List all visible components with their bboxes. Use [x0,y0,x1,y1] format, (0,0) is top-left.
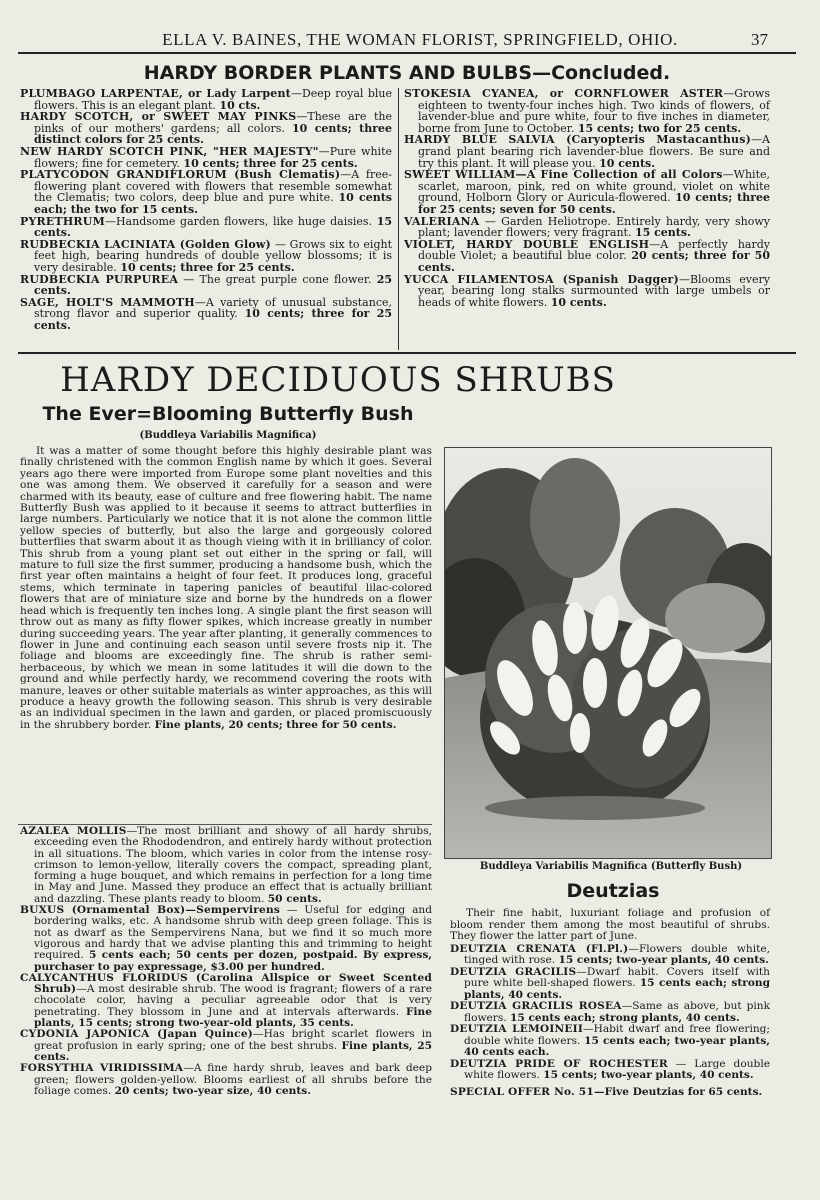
page-number: 37 [751,30,768,49]
running-head: ELLA V. BAINES, THE WOMAN FLORIST, SPRINGFIELD, OHIO. [162,30,678,49]
butterfly-body: It was a matter of some thought before this highly desirable plant was finally christened with the common English name by which it goes. Several years ago there were imported from Europe some plant novelties and this one was among them. We observed it carefully for a season and were charmed with its beauty, ease of culture and free flowering habit. The name Butterfly Bush was applied to it because it seems to attract butterflies in large numbers. Particularly we notice that it is not alone the common little yellow species of butterfly, but also the large and gorgeously colored butterflies that swarm about it as though vieing with it in brilliancy of color. This shrub from a young plant set out either in the spring or fall, will mature to full size the first summer, producing a handsome bush, which the first year often maintains a height of four feet. It produces long, graceful stems, which terminate in tapering panicles of beautiful lilac-colored flowers that are of miniature size and borne by the hundreds on a flower head which is frequently ten inches long. A single plant the first season will throw out as many as fifty flower spikes, which increase greatly in number during succeeding years. The year after planting, it generally commences to flower in June and continuing each season until severe frosts nip it. The foliage and blooms are exceedingly fine. The shrub is rather semi-herbaceous, by which we mean in some latitudes it will die down to the ground and while perfectly hardy, we recommend covering the roots with manure, leaves or other suitable materials as winter approaches, as this will produce a heavy growth the following season. This shrub is very desirable as an individual specimen in the lawn and garden, or placed promiscuously in the shrubbery border. [20,445,432,731]
list-item: PYRETHRUM—Handsome garden flowers, like huge daisies. 15 cents. [20,214,392,240]
photo-illustration [445,448,771,858]
list-item: SWEET WILLIAM—A Fine Collection of all Colors—White, scarlet, maroon, pink, red on white ground, violet on white ground, Holborn Glory or Auricula-flowered. 10 cents; three for 25 cents; seven for 50 cents. [404,168,771,216]
list-item: VIOLET, HARDY DOUBLE ENGLISH—A perfectly hardy double Violet; a beautiful blue color. 20 cents; three for 50 cents. [404,237,770,274]
photo-caption: Buddleya Variabilis Magnifica (Butterfly Bush) [479,861,743,872]
list-item: RUDBECKIA LACINIATA (Golden Glow) — Grows six to eight feet high, bearing hundreds of double yellow blossoms; it is very desirable. 10 cents; three for 25 cents. [20,237,392,274]
list-item: DEUTZIA GRACILIS—Dwarf habit. Covers itself with pure white bell-shaped flowers. 15 cents each; strong plants, 40 cents. [450,965,770,1001]
border-plants-left-column [20,88,392,331]
list-item: YUCCA FILAMENTOSA (Spanish Dagger)—Blooms every year, bearing long stalks surmounted with large umbels or heads of white flowers. 10 cents. [404,272,770,309]
butterfly-price: Fine plants, 20 cents; three for 50 cents. [154,718,397,731]
list-item: VALERIANA — Garden Heliotrope. Entirely hardy, very showy plant; lavender flowers; very fragrant. 15 cents. [404,214,770,240]
list-item: HARDY SCOTCH, or SWEET MAY PINKS—These are the pinks of our mothers' gardens; all colors. 10 cents; three distinct colors for 25 cents. [20,110,393,147]
list-item: AZALEA MOLLIS—The most brilliant and showy of all hardy shrubs, exceeding even the Rhododendron, and entirely hardy without protection in all situations. The bloom, which varies in color from the intense rosy-crimson to lemon-yellow, literally covers the compact, spreading plant, forming a huge bouquet, and which remains in perfection for a long time in May and June. Massed they produce an effect that is actually brilliant and dazzling. These plants ready to bloom. 50 cents. [20,825,432,905]
list-item: HARDY BLUE SALVIA (Caryopteris Mastacanthus)—A grand plant bearing rich lavender-blue flowers. Be sure and try this plant. It will please you. 10 cents. [404,133,770,170]
special-offer: SPECIAL OFFER No. 51—Five Deutzias for 65 cents. [450,1085,763,1098]
list-item: RUDBECKIA PURPUREA — The great purple cone flower. 25 cents. [20,272,393,298]
list-item: STOKESIA CYANEA, or CORNFLOWER ASTER—Grows eighteen to twenty-four inches high. Two kinds of flowers, of lavender-blue and pure white, four to five inches in diameter, borne from June to October. 15 cents; two for 25 cents. [404,87,770,135]
butterfly-bush-subtitle: (Buddleya Variabilis Magnifica) [139,430,317,441]
butterfly-bush-photo [444,447,772,859]
list-item: SAGE, HOLT'S MAMMOTH—A variety of unusual substance, strong flavor and superior quality. 10 cents; three for 25 cents. [20,295,393,332]
list-item: CYDONIA JAPONICA (Japan Quince)—Has bright scarlet flowers in great profusion in early spring; one of the best shrubs. Fine plants, 25 cents. [20,1028,432,1063]
list-item: DEUTZIA LEMOINEII—Habit dwarf and free flowering; double white flowers. 15 cents each; two-year plants, 40 cents each. [450,1023,771,1058]
list-item: BUXUS (Ornamental Box)—Sempervirens — Useful for edging and bordering walks, etc. A handsome shrub with deep green foliage. This is not as dwarf as the Sempervirens Nana, but we find it so much more vigorous and hardy that we advise planting this and trimming to height required. 5 cents each; 50 cents per dozen, postpaid. By express, purchaser to pay expressage, $3.00 per hundred. [20,904,432,973]
shrubs-title: HARDY DECIDUOUS SHRUBS [60,360,616,400]
list-item: DEUTZIA CRENATA (Fl.Pl.)—Flowers double white, tinged with rose. 15 cents; two-year plants, 40 cents. [450,942,770,966]
top-rule [18,52,796,54]
butterfly-bush-title: The Ever=Blooming Butterfly Bush [42,403,414,425]
deutzias-intro: Their fine habit, luxuriant foliage and profusion of bloom render them among the most beautiful of shrubs. They flower the latter part of June. [450,907,770,942]
column-divider [398,88,399,350]
list-item: CALYCANTHUS FLORIDUS (Carolina Allspice or Sweet Scented Shrub)—A most desirable shrub. The wood is fragrant; flowers of a rare chocolate color, having a peculiar agreeable odor that is very penetrating. They blossom in June and at intervals afterwards. Fine plants, 15 cents; strong two-year-old plants, 35 cents. [20,971,432,1030]
border-plants-right-column [404,88,770,308]
deutzias-title: Deutzias [566,880,660,902]
list-item: DEUTZIA GRACILIS ROSEA—Same as above, but pink flowers. 15 cents each; strong plants, 40 cents. [450,1000,771,1024]
list-item: NEW HARDY SCOTCH PINK, "HER MAJESTY"—Pure white flowers; fine for cemetery. 10 cents; three for 25 cents. [20,144,392,170]
shrubs-left-column [20,826,432,1097]
list-item: DEUTZIA PRIDE OF ROCHESTER — Large double white flowers. 15 cents; two-year plants, 40 cents. [450,1057,770,1081]
list-item: PLUMBAGO LARPENTAE, or Lady Larpent—Deep royal blue flowers. This is an elegant plant. 10 cts. [20,87,392,112]
list-item: FORSYTHIA VIRIDISSIMA—A fine hardy shrub, leaves and bark deep green; flowers golden-yellow. Blooms earliest of all shrubs before the foliage comes. 20 cents; two-year size, 40 cents. [20,1062,432,1097]
list-item: PLATYCODON GRANDIFLORUM (Bush Clematis)—A free-flowering plant covered with flowers that resemble somewhat the Clematis; two colors, deep blue and pure white. 10 cents each; the two for 15 cents. [20,168,392,216]
section-rule [18,352,796,354]
butterfly-bush-description [20,446,432,731]
deutzias-column [450,908,770,1098]
border-plants-title: HARDY BORDER PLANTS AND BULBS—Concluded. [143,62,671,84]
